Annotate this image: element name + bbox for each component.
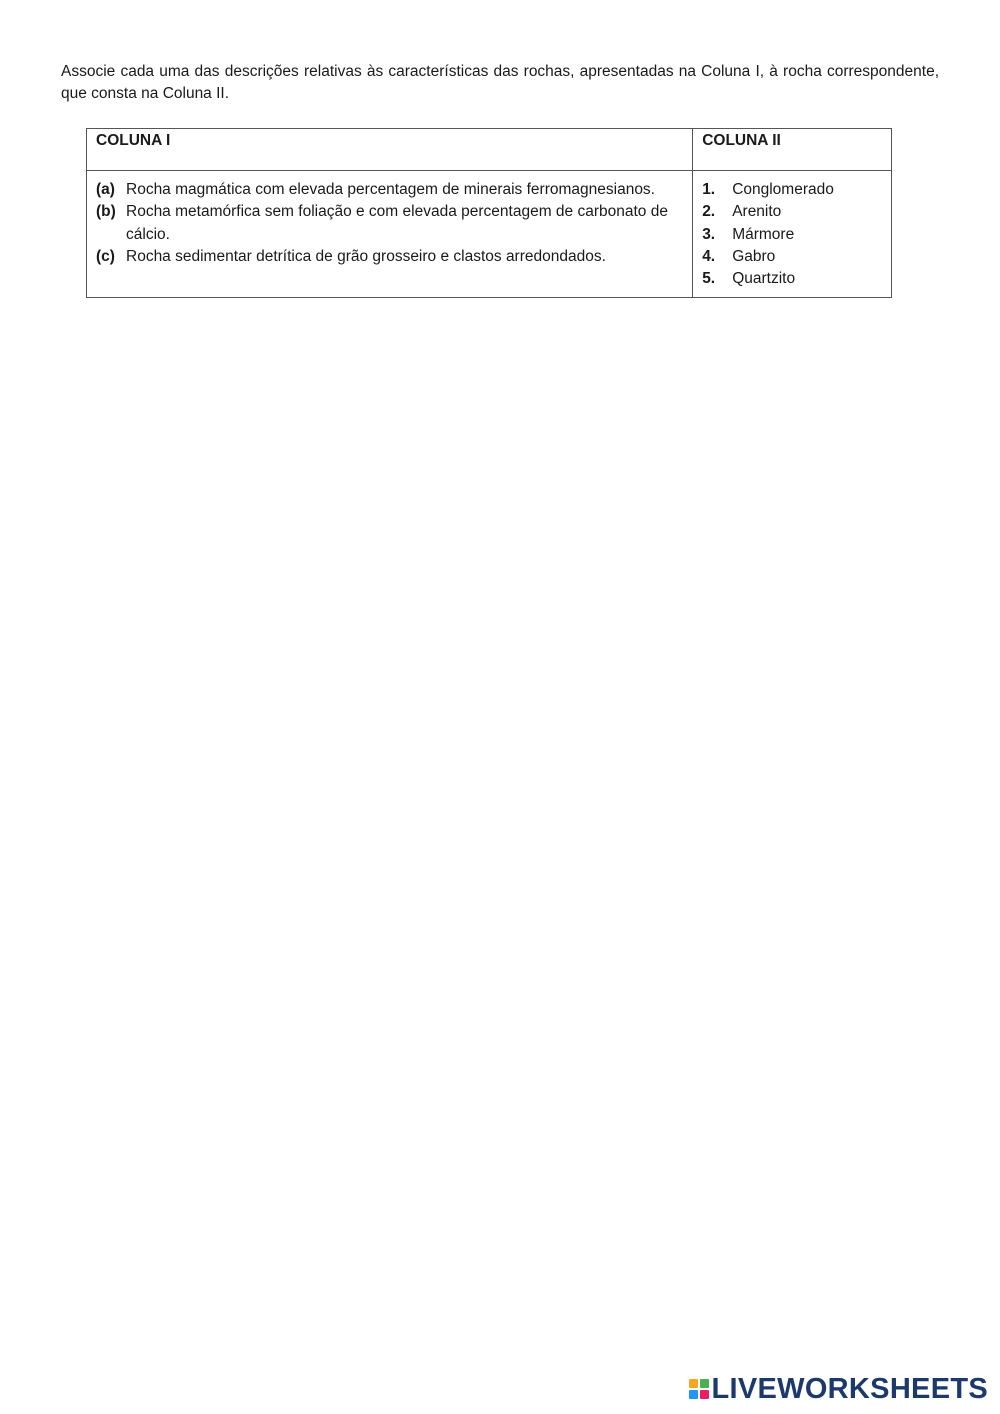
description-key: (c)	[96, 247, 115, 265]
rock-item-4	[702, 246, 882, 268]
instructions-text: Associe cada uma das descrições relativas às características das rochas, apresentadas na Coluna I, à rocha correspondente, que consta na Coluna II.	[61, 63, 939, 102]
rock-number: 3.	[702, 225, 716, 243]
description-item-a	[96, 179, 683, 201]
column-ii-cell	[693, 171, 892, 298]
rock-name: Mármore	[732, 225, 795, 243]
rock-item-3	[702, 224, 882, 246]
description-text: Rocha magmática com elevada percentagem de minerais ferromagnesianos.	[126, 181, 655, 198]
rock-name: Quartzito	[732, 270, 796, 288]
rock-number: 4.	[702, 247, 716, 265]
logo-square-icon	[700, 1390, 709, 1399]
logo-square-icon	[689, 1390, 698, 1399]
rock-name: Gabro	[732, 247, 776, 265]
logo-square-icon	[700, 1379, 709, 1388]
rock-item-2	[702, 201, 882, 223]
table-header-row	[87, 129, 892, 171]
rock-number: 1.	[702, 181, 716, 198]
matching-table	[86, 128, 892, 298]
rock-number: 2.	[702, 203, 716, 221]
column-i-header: COLUNA I	[87, 129, 693, 171]
description-key: (a)	[96, 181, 115, 198]
logo-square-icon	[689, 1379, 698, 1388]
description-item-c	[96, 246, 683, 268]
rock-item-5	[702, 268, 882, 290]
table-body-row	[87, 171, 892, 298]
description-text: Rocha sedimentar detrítica de grão grosseiro e clastos arredondados.	[126, 247, 606, 265]
description-item-b	[96, 201, 683, 246]
logo-squares-icon	[689, 1379, 709, 1399]
column-i-cell	[87, 171, 693, 298]
column-ii-header: COLUNA II	[693, 129, 892, 171]
liveworksheets-logo[interactable]	[689, 1372, 989, 1406]
rock-name: Arenito	[732, 203, 782, 221]
description-list	[96, 179, 683, 268]
logo-text: LIVEWORKSHEETS	[711, 1372, 988, 1405]
rock-item-1	[702, 179, 882, 201]
rock-number: 5.	[702, 270, 716, 288]
rock-name: Conglomerado	[732, 181, 834, 198]
rock-list	[702, 179, 882, 290]
description-text: Rocha metamórfica sem foliação e com elevada percentagem de carbonato de cálcio.	[126, 203, 668, 243]
description-key: (b)	[96, 203, 116, 221]
